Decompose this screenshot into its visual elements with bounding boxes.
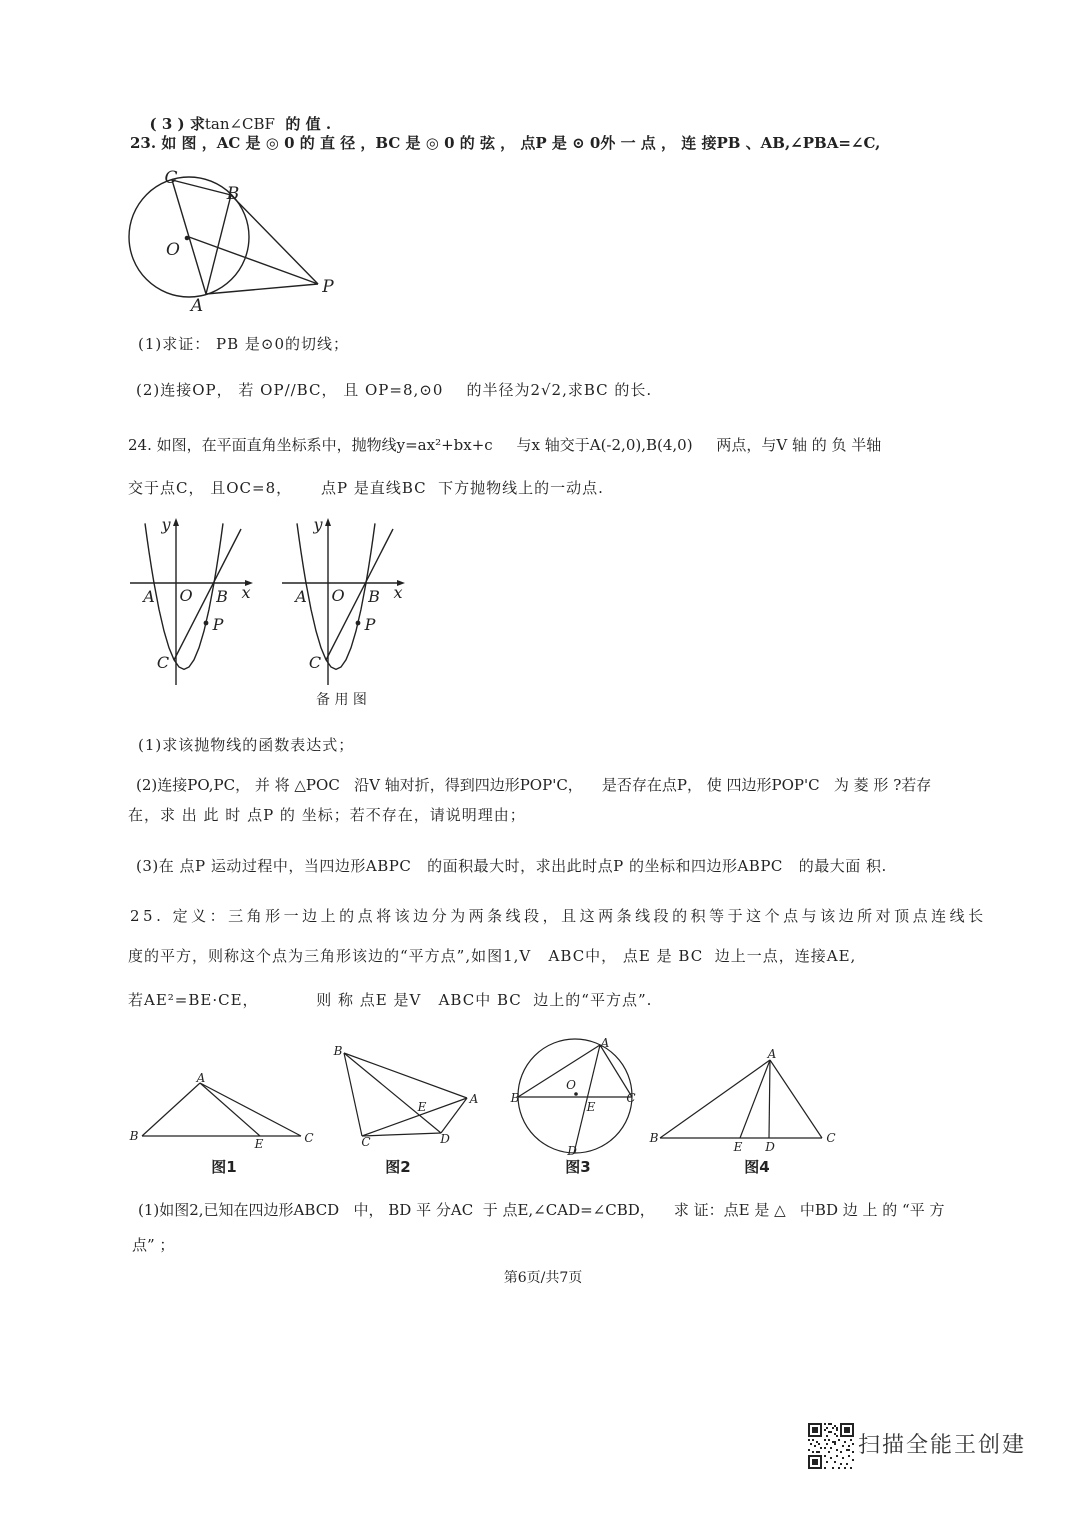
segment-ap xyxy=(206,284,318,294)
label-e: E xyxy=(254,1137,264,1151)
q23-part1: (1)求证： PB 是⊙0的切线； xyxy=(138,335,350,353)
label-a: A xyxy=(600,1036,610,1050)
label-a: A xyxy=(295,587,307,606)
label-c: C xyxy=(156,653,170,672)
label-c: C xyxy=(164,168,178,188)
q23-stem: 23. 如 图 ，AC 是 ◎ 0 的 直 径 ，BC 是 ◎ 0 的 弦 ， 点P 是 ⊙ 0外 一 点 ， 连 接PB 、AB,∠PBA=∠C, xyxy=(130,134,881,152)
label-y: y xyxy=(161,515,171,534)
segment-ac xyxy=(362,1098,467,1136)
label-a: A xyxy=(469,1092,479,1106)
center-dot-o xyxy=(185,236,190,241)
q24-stem-line2: 交于点C， 且OC=8， 点P 是直线BC 下方抛物线上的一动点. xyxy=(128,479,604,497)
point-p xyxy=(204,621,209,626)
q25-figure-2 xyxy=(333,1044,479,1176)
segment-ae xyxy=(740,1060,770,1138)
q22-part3-prefix: ( 3 ) 求 xyxy=(149,115,205,133)
label-x: x xyxy=(393,583,403,602)
y-axis-arrow xyxy=(325,518,331,526)
q23-part2: (2)连接OP， 若 OP//BC， 且 OP=8,⊙0 的半径为2√2,求BC 的长. xyxy=(136,381,653,399)
label-b: B xyxy=(226,184,240,204)
label-o: O xyxy=(179,586,193,605)
segment-ad xyxy=(574,1045,600,1153)
q25-figure-4 xyxy=(649,1047,836,1176)
point-p xyxy=(356,621,361,626)
segment-ab xyxy=(660,1060,770,1138)
label-b: B xyxy=(510,1091,520,1105)
label-e: E xyxy=(733,1140,743,1154)
label-e: E xyxy=(586,1100,596,1114)
qr-code-icon xyxy=(808,1423,854,1469)
q25-figure-1 xyxy=(129,1071,314,1176)
label-p: P xyxy=(364,615,376,634)
label-e: E xyxy=(417,1100,427,1114)
center-dot-o xyxy=(574,1092,578,1096)
q24-part1: (1)求该抛物线的函数表达式； xyxy=(138,736,355,754)
scanner-watermark-text: 扫描全能王创建 xyxy=(858,1433,1027,1458)
q25-definition-line3: 若AE²=BE·CE， 则 称 点E 是V ABC中 BC 边上的“平方点”. xyxy=(128,991,653,1009)
label-a: A xyxy=(767,1047,777,1061)
segment-ac xyxy=(600,1045,632,1097)
label-o: O xyxy=(331,586,345,605)
label-y: y xyxy=(313,515,323,534)
label-b: B xyxy=(649,1131,659,1145)
label-d: D xyxy=(765,1140,775,1154)
figure-caption-4: 图4 xyxy=(744,1158,770,1176)
figure-caption-3: 图3 xyxy=(565,1158,591,1176)
segment-ba xyxy=(518,1045,600,1097)
y-axis-arrow xyxy=(173,518,179,526)
label-o: O xyxy=(166,240,180,260)
q23-figure xyxy=(129,168,334,316)
segment-ba xyxy=(142,1083,200,1136)
segment-ac xyxy=(770,1060,822,1138)
label-d: D xyxy=(440,1132,450,1146)
label-b: B xyxy=(368,587,380,606)
segment-ad xyxy=(769,1060,770,1138)
label-x: x xyxy=(241,583,251,602)
label-c: C xyxy=(626,1091,636,1105)
label-o: O xyxy=(566,1078,576,1092)
label-d: D xyxy=(567,1144,577,1158)
segment-cd xyxy=(362,1133,441,1136)
q25-definition-line1: 25. 定义：三角形一边上的点将该边分为两条线段，且这两条线段的积等于这个点与该边所对顶点连线长 xyxy=(130,907,987,925)
figure-caption-1: 图1 xyxy=(211,1158,237,1176)
q24-graph-main xyxy=(130,515,253,685)
page-number: 第6页/共7页 xyxy=(503,1270,583,1286)
q22-part3 xyxy=(140,94,331,134)
q25-part1-line2: 点” ； xyxy=(132,1236,175,1254)
q24-graph-spare xyxy=(282,515,405,685)
segment-op xyxy=(189,237,318,284)
q24-part3: (3)在 点P 运动过程中，当四边形ABPC 的面积最大时，求出此时点P 的坐标和四边形ABPC 的最大面 积. xyxy=(136,857,887,875)
label-p: P xyxy=(322,277,334,297)
label-p: P xyxy=(212,615,224,634)
q25-figure-3 xyxy=(510,1036,636,1176)
q22-part3-expression: tan∠CBF xyxy=(204,115,275,133)
label-c: C xyxy=(826,1131,836,1145)
q24-spare-caption: 备 用 图 xyxy=(316,692,367,708)
label-b: B xyxy=(129,1129,139,1143)
label-c: C xyxy=(308,653,322,672)
label-c: C xyxy=(361,1135,371,1149)
q25-part1-line1: (1)如图2,已知在四边形ABCD 中， BD 平 分AC 于 点E,∠CAD=∠CBD， 求 证：点E 是 △ 中BD 边 上 的 “平 方 xyxy=(138,1201,945,1219)
q24-stem-line1: 24. 如图，在平面直角坐标系中，抛物线y=ax²+bx+c 与x 轴交于A(-2,0),B(4,0) 两点，与V 轴 的 负 半轴 xyxy=(128,436,882,454)
label-c: C xyxy=(304,1131,314,1145)
label-b: B xyxy=(333,1044,343,1058)
q22-part3-suffix: 的 值 . xyxy=(274,115,332,133)
label-a: A xyxy=(190,296,204,316)
segment-bp xyxy=(231,195,318,284)
segment-ab xyxy=(344,1053,467,1098)
figure-caption-2: 图2 xyxy=(385,1158,411,1176)
q24-part2-line1: (2)连接PO,PC， 并 将 △POC 沿V 轴对折，得到四边形POP'C， 是否存在点P， 使 四边形POP'C 为 菱 形 ?若存 xyxy=(136,776,932,794)
label-a: A xyxy=(196,1071,206,1085)
q25-definition-line2: 度的平方，则称这个点为三角形该边的“平方点”,如图1,V ABC中， 点E 是 BC 边上一点，连接AE, xyxy=(128,947,857,965)
circle-o xyxy=(518,1039,632,1153)
label-b: B xyxy=(216,587,228,606)
q24-part2-line2: 在，求 出 此 时 点P 的 坐标；若不存在，请说明理由； xyxy=(128,806,526,824)
label-a: A xyxy=(143,587,155,606)
